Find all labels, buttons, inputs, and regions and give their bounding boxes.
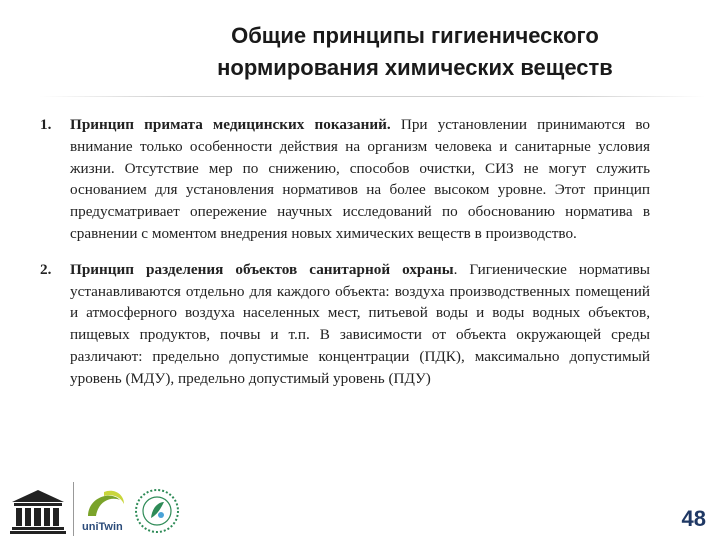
item-text: . Гигиенические нормативы устанавливаются отдельно для каждого объекта: воздуха производственных помещений и атмосферного воздуха населенных мест, питьевой воды и воды водных объектов, пищевых продуктов, почвы и т.п. В зависимости от объекта окружающей среды различают: предельно допустимые концентрации (ПДК), максимально допустимый уровень (МДУ), предельно допустимый уровень (ПДУ) — [70, 260, 650, 387]
item-body — [70, 259, 650, 390]
unitwin-logo-icon — [80, 486, 128, 536]
list-item — [40, 259, 650, 390]
unesco-logo-icon — [10, 488, 66, 534]
item-body — [70, 114, 650, 245]
item-number: 2. — [40, 260, 52, 278]
title-divider — [40, 96, 705, 97]
page-number: 48 — [681, 506, 706, 531]
title-line-1: Общие принципы гигиенического — [231, 23, 599, 48]
unitwin-label: uniTwin — [82, 521, 123, 533]
title-line-2: нормирования химических веществ — [217, 55, 613, 80]
item-heading: Принцип разделения объектов санитарной охраны — [70, 260, 454, 278]
list-item — [40, 114, 650, 245]
item-heading: Принцип примата медицинских показаний. — [70, 116, 391, 133]
principles-list — [40, 114, 650, 404]
item-text: При установлении принимаются во внимание только особенности действия на организм человека и санитарные условия жизни. Отсутствие мер по снижению, способов очистки, СИЗ не могут служить основанием для установления нормативов на более высоком уровне. Этот принцип предусматривает опережение научных исследований по обоснованию норматива в сравнении с моментом внедрения новых химических веществ в производство. — [70, 116, 650, 242]
item-number: 1. — [40, 116, 52, 133]
logo-divider — [73, 482, 74, 536]
emblem-logo-icon — [134, 488, 180, 534]
slide-title — [150, 20, 680, 84]
